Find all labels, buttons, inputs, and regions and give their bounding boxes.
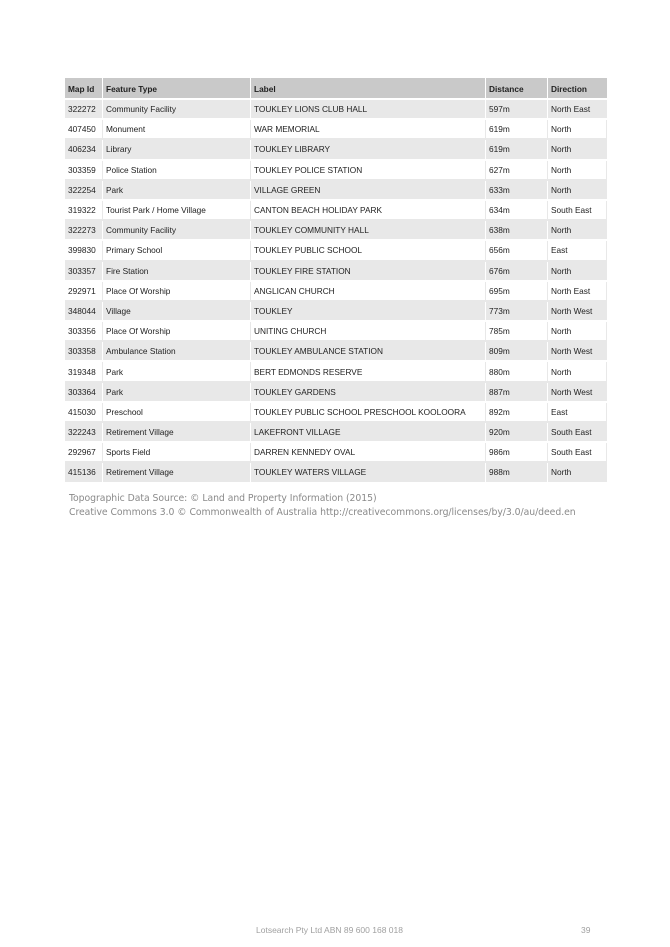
cell-distance: 988m <box>486 463 548 483</box>
cell-distance: 633m <box>486 181 548 201</box>
cell-direction: North <box>548 463 607 483</box>
table-row <box>65 120 607 140</box>
cell-direction: North West <box>548 342 607 362</box>
header-distance: Distance <box>486 78 548 100</box>
cell-feature-type: Village <box>103 302 251 322</box>
table-row <box>65 262 607 282</box>
table-row <box>65 403 607 423</box>
cell-map-id: 322272 <box>65 100 103 120</box>
cell-feature-type: Police Station <box>103 161 251 181</box>
cell-map-id: 292967 <box>65 443 103 463</box>
cell-map-id: 319322 <box>65 201 103 221</box>
cell-distance: 619m <box>486 120 548 140</box>
cell-feature-type: Park <box>103 362 251 382</box>
header-feature-type: Feature Type <box>103 78 251 100</box>
cell-direction: North East <box>548 100 607 120</box>
cell-map-id: 303358 <box>65 342 103 362</box>
table-row <box>65 423 607 443</box>
table-row <box>65 383 607 403</box>
cell-direction: North <box>548 181 607 201</box>
cell-label: TOUKLEY POLICE STATION <box>251 161 486 181</box>
cell-distance: 597m <box>486 100 548 120</box>
cell-label: VILLAGE GREEN <box>251 181 486 201</box>
cell-distance: 892m <box>486 403 548 423</box>
table-row <box>65 443 607 463</box>
cell-label: UNITING CHURCH <box>251 322 486 342</box>
cell-distance: 920m <box>486 423 548 443</box>
cell-distance: 809m <box>486 342 548 362</box>
features-table <box>65 78 607 484</box>
cell-distance: 986m <box>486 443 548 463</box>
cell-direction: South East <box>548 443 607 463</box>
cell-feature-type: Retirement Village <box>103 423 251 443</box>
cell-distance: 880m <box>486 362 548 382</box>
cell-label: WAR MEMORIAL <box>251 120 486 140</box>
footer-company: Lotsearch Pty Ltd ABN 89 600 168 018 <box>256 925 403 935</box>
cell-feature-type: Retirement Village <box>103 463 251 483</box>
cell-distance: 695m <box>486 282 548 302</box>
table-row <box>65 463 607 483</box>
cell-direction: North <box>548 161 607 181</box>
table-row <box>65 362 607 382</box>
cell-map-id: 348044 <box>65 302 103 322</box>
cell-map-id: 322243 <box>65 423 103 443</box>
table-row <box>65 322 607 342</box>
table-row <box>65 241 607 261</box>
cell-feature-type: Monument <box>103 120 251 140</box>
cell-label: ANGLICAN CHURCH <box>251 282 486 302</box>
cell-feature-type: Park <box>103 181 251 201</box>
cell-map-id: 322254 <box>65 181 103 201</box>
cell-label: BERT EDMONDS RESERVE <box>251 362 486 382</box>
page-number: 39 <box>581 925 591 935</box>
cell-feature-type: Fire Station <box>103 262 251 282</box>
cell-distance: 638m <box>486 221 548 241</box>
cell-map-id: 319348 <box>65 362 103 382</box>
cell-distance: 619m <box>486 140 548 160</box>
cell-feature-type: Park <box>103 383 251 403</box>
table-row <box>65 140 607 160</box>
table-row <box>65 100 607 120</box>
cell-label: CANTON BEACH HOLIDAY PARK <box>251 201 486 221</box>
cell-direction: East <box>548 241 607 261</box>
cell-map-id: 407450 <box>65 120 103 140</box>
cell-feature-type: Library <box>103 140 251 160</box>
cell-feature-type: Community Facility <box>103 221 251 241</box>
cell-label: TOUKLEY PUBLIC SCHOOL PRESCHOOL KOOLOORA <box>251 403 486 423</box>
table-row <box>65 282 607 302</box>
cell-map-id: 322273 <box>65 221 103 241</box>
table-row <box>65 302 607 322</box>
cell-map-id: 292971 <box>65 282 103 302</box>
cell-feature-type: Place Of Worship <box>103 282 251 302</box>
table-row <box>65 181 607 201</box>
header-map-id: Map Id <box>65 78 103 100</box>
cell-label: TOUKLEY LIBRARY <box>251 140 486 160</box>
cell-label: TOUKLEY FIRE STATION <box>251 262 486 282</box>
cell-feature-type: Ambulance Station <box>103 342 251 362</box>
cell-direction: North West <box>548 302 607 322</box>
cell-distance: 676m <box>486 262 548 282</box>
cell-direction: South East <box>548 423 607 443</box>
table-header-row <box>65 78 607 100</box>
cell-distance: 634m <box>486 201 548 221</box>
table-row <box>65 342 607 362</box>
table-row <box>65 201 607 221</box>
cell-direction: South East <box>548 201 607 221</box>
features-table-container <box>65 78 607 484</box>
cell-distance: 773m <box>486 302 548 322</box>
cell-feature-type: Place Of Worship <box>103 322 251 342</box>
data-source-note <box>69 492 576 519</box>
cell-label: LAKEFRONT VILLAGE <box>251 423 486 443</box>
header-direction: Direction <box>548 78 607 100</box>
source-line-1: Topographic Data Source: © Land and Property Information (2015) <box>69 493 377 504</box>
cell-feature-type: Community Facility <box>103 100 251 120</box>
cell-distance: 887m <box>486 383 548 403</box>
cell-direction: North <box>548 140 607 160</box>
cell-feature-type: Tourist Park / Home Village <box>103 201 251 221</box>
cell-map-id: 415030 <box>65 403 103 423</box>
cell-label: TOUKLEY AMBULANCE STATION <box>251 342 486 362</box>
cell-distance: 627m <box>486 161 548 181</box>
cell-feature-type: Preschool <box>103 403 251 423</box>
cell-distance: 656m <box>486 241 548 261</box>
cell-map-id: 303356 <box>65 322 103 342</box>
cell-label: TOUKLEY GARDENS <box>251 383 486 403</box>
cell-direction: East <box>548 403 607 423</box>
cell-direction: North West <box>548 383 607 403</box>
cell-map-id: 399830 <box>65 241 103 261</box>
cell-label: TOUKLEY COMMUNITY HALL <box>251 221 486 241</box>
cell-label: DARREN KENNEDY OVAL <box>251 443 486 463</box>
cell-map-id: 303364 <box>65 383 103 403</box>
cell-label: TOUKLEY <box>251 302 486 322</box>
cell-map-id: 415136 <box>65 463 103 483</box>
cell-map-id: 303357 <box>65 262 103 282</box>
cell-feature-type: Sports Field <box>103 443 251 463</box>
table-body <box>65 100 607 484</box>
cell-label: TOUKLEY WATERS VILLAGE <box>251 463 486 483</box>
cell-label: TOUKLEY PUBLIC SCHOOL <box>251 241 486 261</box>
cell-direction: North <box>548 120 607 140</box>
cell-direction: North <box>548 221 607 241</box>
source-line-2: Creative Commons 3.0 © Commonwealth of Australia http://creativecommons.org/licenses/by/3.0/au/deed.en <box>69 506 576 518</box>
cell-feature-type: Primary School <box>103 241 251 261</box>
table-row <box>65 221 607 241</box>
cell-direction: North <box>548 322 607 342</box>
cell-direction: North East <box>548 282 607 302</box>
cell-label: TOUKLEY LIONS CLUB HALL <box>251 100 486 120</box>
cell-map-id: 303359 <box>65 161 103 181</box>
cell-direction: North <box>548 362 607 382</box>
table-row <box>65 161 607 181</box>
cell-distance: 785m <box>486 322 548 342</box>
cell-map-id: 406234 <box>65 140 103 160</box>
header-label: Label <box>251 78 486 100</box>
cell-direction: North <box>548 262 607 282</box>
